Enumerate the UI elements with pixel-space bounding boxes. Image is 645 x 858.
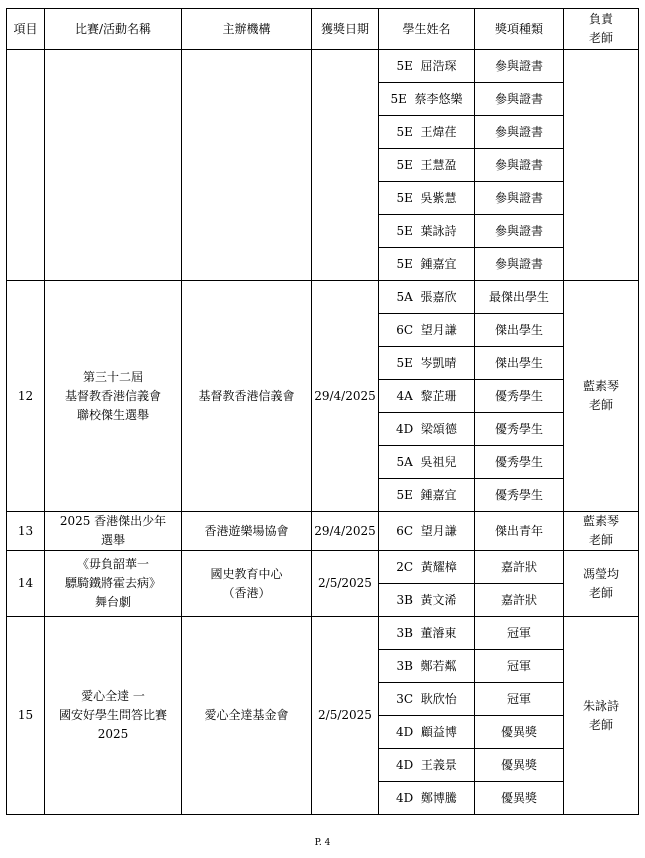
- student-name-cell: 5E 王慧盈: [379, 149, 475, 182]
- student-name-cell: 2C 黃耀樟: [379, 551, 475, 584]
- table-body: [7, 50, 639, 815]
- award-type-cell: 優異獎: [475, 716, 564, 749]
- award-type-cell: 優異獎: [475, 782, 564, 815]
- award-type-cell: 傑出學生: [475, 314, 564, 347]
- item-number-cell: [7, 50, 45, 281]
- header-organizer: 主辦機構: [182, 9, 312, 50]
- student-name-cell: 3B 黃文浠: [379, 584, 475, 617]
- student-name-cell: 5E 鍾嘉宜: [379, 248, 475, 281]
- item-number-cell: 13: [7, 512, 45, 551]
- organizer-cell: [182, 50, 312, 281]
- award-type-cell: 傑出學生: [475, 347, 564, 380]
- header-award: 獎項種類: [475, 9, 564, 50]
- award-type-cell: 優秀學生: [475, 413, 564, 446]
- award-type-cell: 傑出青年: [475, 512, 564, 551]
- header-student: 學生姓名: [379, 9, 475, 50]
- award-date-cell: 2/5/2025: [312, 617, 379, 815]
- student-name-cell: 5E 屈浩琛: [379, 50, 475, 83]
- student-name-cell: 5E 吳紫慧: [379, 182, 475, 215]
- table-row: [7, 617, 639, 650]
- student-name-cell: 5A 張嘉欣: [379, 281, 475, 314]
- table-row: [7, 281, 639, 314]
- student-name-cell: 5E 岑凱晴: [379, 347, 475, 380]
- award-type-cell: 參與證書: [475, 215, 564, 248]
- teacher-cell: 藍素琴 老師: [564, 281, 639, 512]
- table-row: [7, 551, 639, 584]
- award-type-cell: 參與證書: [475, 50, 564, 83]
- student-name-cell: 6C 望月謙: [379, 314, 475, 347]
- page-number: P. 4: [314, 838, 331, 848]
- student-name-cell: 6C 望月謙: [379, 512, 475, 551]
- award-type-cell: 冠軍: [475, 650, 564, 683]
- teacher-cell: 朱詠詩 老師: [564, 617, 639, 815]
- student-name-cell: 5E 蔡李悠樂: [379, 83, 475, 116]
- award-date-cell: 29/4/2025: [312, 512, 379, 551]
- event-name-cell: 《毋負韶華一 驃騎鐵將霍去病》 舞台劇: [45, 551, 182, 617]
- student-name-cell: 4D 梁頌德: [379, 413, 475, 446]
- table-row: [7, 50, 639, 83]
- student-name-cell: 5E 鍾嘉宜: [379, 479, 475, 512]
- award-type-cell: 參與證書: [475, 182, 564, 215]
- student-name-cell: 4D 王義景: [379, 749, 475, 782]
- awards-table: [6, 8, 639, 815]
- award-type-cell: 冠軍: [475, 683, 564, 716]
- award-type-cell: 優秀學生: [475, 479, 564, 512]
- item-number-cell: 14: [7, 551, 45, 617]
- teacher-cell: [564, 50, 639, 281]
- header-item: 項目: [7, 9, 45, 50]
- student-name-cell: 5A 吳祖兒: [379, 446, 475, 479]
- award-type-cell: 參與證書: [475, 149, 564, 182]
- header-date: 獲獎日期: [312, 9, 379, 50]
- award-type-cell: 優秀學生: [475, 446, 564, 479]
- header-event: 比賽/活動名稱: [45, 9, 182, 50]
- award-type-cell: 參與證書: [475, 83, 564, 116]
- event-name-cell: 愛心全達 一 國安好學生問答比賽 2025: [45, 617, 182, 815]
- student-name-cell: 5E 王煒荏: [379, 116, 475, 149]
- teacher-cell: 馮瑩均 老師: [564, 551, 639, 617]
- award-type-cell: 嘉許狀: [475, 551, 564, 584]
- award-type-cell: 嘉許狀: [475, 584, 564, 617]
- student-name-cell: 3B 鄭若粼: [379, 650, 475, 683]
- award-date-cell: 29/4/2025: [312, 281, 379, 512]
- award-type-cell: 優異獎: [475, 749, 564, 782]
- item-number-cell: 12: [7, 281, 45, 512]
- header-row: [7, 9, 639, 50]
- award-type-cell: 優秀學生: [475, 380, 564, 413]
- award-date-cell: [312, 50, 379, 281]
- event-name-cell: [45, 50, 182, 281]
- event-name-cell: 第三十二屆 基督教香港信義會 聯校傑生選舉: [45, 281, 182, 512]
- student-name-cell: 3B 董濬東: [379, 617, 475, 650]
- award-date-cell: 2/5/2025: [312, 551, 379, 617]
- teacher-cell: 藍素琴 老師: [564, 512, 639, 551]
- student-name-cell: 4D 鄭博騰: [379, 782, 475, 815]
- organizer-cell: 愛心全達基金會: [182, 617, 312, 815]
- table-row: [7, 512, 639, 551]
- award-type-cell: 參與證書: [475, 248, 564, 281]
- table-header: [7, 9, 639, 50]
- student-name-cell: 3C 耿欣怡: [379, 683, 475, 716]
- student-name-cell: 5E 葉詠詩: [379, 215, 475, 248]
- event-name-cell: 2025 香港傑出少年 選舉: [45, 512, 182, 551]
- award-type-cell: 最傑出學生: [475, 281, 564, 314]
- organizer-cell: 國史教育中心 （香港）: [182, 551, 312, 617]
- organizer-cell: 基督教香港信義會: [182, 281, 312, 512]
- item-number-cell: 15: [7, 617, 45, 815]
- header-teacher: 負責 老師: [564, 9, 639, 50]
- award-type-cell: 冠軍: [475, 617, 564, 650]
- student-name-cell: 4A 黎芷珊: [379, 380, 475, 413]
- award-type-cell: 參與證書: [475, 116, 564, 149]
- student-name-cell: 4D 顧益博: [379, 716, 475, 749]
- organizer-cell: 香港遊樂場協會: [182, 512, 312, 551]
